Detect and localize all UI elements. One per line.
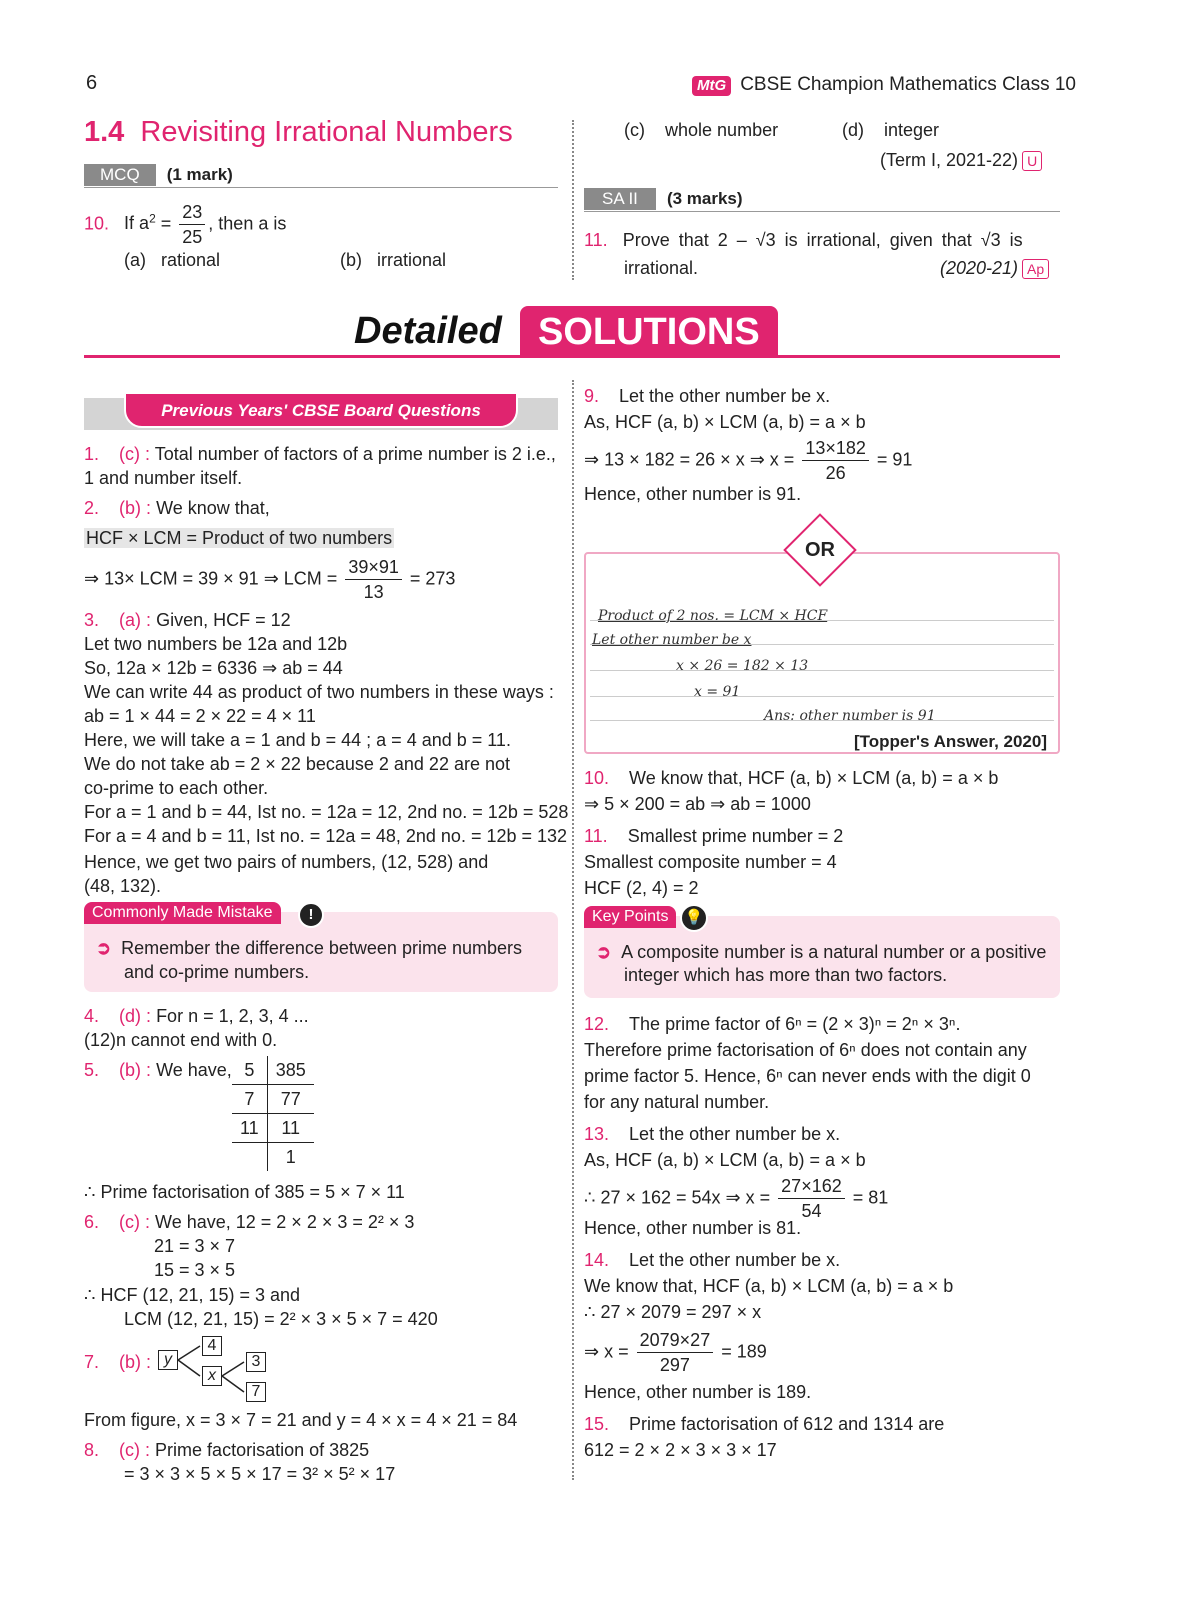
solution-14-result: Hence, other number is 189. [584, 1382, 812, 1402]
solution-9-formula: As, HCF (a, b) × LCM (a, b) = a × b [584, 412, 866, 432]
handwritten-answer [590, 600, 1054, 724]
solution-6-line-5: LCM (12, 21, 15) = 2² × 3 × 5 × 7 = 420 [124, 1309, 438, 1329]
solution-11-line-2: Smallest composite number = 4 [584, 852, 837, 872]
key-points-title: Key Points [584, 906, 676, 928]
application-tag: Ap [1022, 259, 1049, 279]
solution-12: 12. The prime factor of 6ⁿ = (2 × 3)ⁿ = 2ⁿ × 3ⁿ. [584, 1014, 961, 1034]
mistake-line-2: and co-prime numbers. [124, 962, 310, 982]
handwritten-line: x = 91 [694, 684, 741, 700]
solution-10: 10. We know that, HCF (a, b) × LCM (a, b) = a × b [584, 768, 999, 788]
solution-13-formula: As, HCF (a, b) × LCM (a, b) = a × b [584, 1150, 866, 1170]
warning-icon: ! [298, 902, 324, 928]
tree-node-x: x [202, 1366, 222, 1386]
handwritten-line: x × 26 = 182 × 13 [676, 658, 809, 674]
factor-row: 5 385 [232, 1056, 314, 1085]
sa-tag: SA II [584, 188, 656, 210]
solution-14-line-2: We know that, HCF (a, b) × LCM (a, b) = a × b [584, 1276, 954, 1296]
solution-4-cont: (12)n cannot end with 0. [84, 1030, 278, 1050]
mistake-title: Commonly Made Mistake [84, 902, 281, 924]
factor-row: 11 11 [232, 1114, 314, 1143]
q10-option-a: (a) rational [124, 250, 221, 270]
solution-3-line-10: For a = 4 and b = 11, Ist no. = 12a = 48, 2nd no. = 12b = 132 [84, 826, 568, 846]
handwritten-line: Product of 2 nos. = LCM × HCF [598, 608, 828, 624]
mistake-line-1: ➲ Remember the difference between prime numbers [96, 938, 522, 958]
solution-2-formula: HCF × LCM = Product of two numbers [86, 528, 393, 548]
solutions-banner [84, 304, 1060, 358]
detailed-label: Detailed [354, 310, 502, 352]
solution-3-line-4: We can write 44 as product of two numbers in these ways : [84, 682, 554, 702]
solution-11: 11. Smallest prime number = 2 [584, 826, 844, 846]
solution-9-result: Hence, other number is 91. [584, 484, 802, 504]
handwritten-line: Ans: other number is 91 [764, 708, 936, 724]
solution-3: 3. (a) : Given, HCF = 12 [84, 610, 291, 630]
q10-source: (Term I, 2021-22) U [880, 148, 1042, 172]
section-heading [84, 116, 513, 149]
solution-5-result: ∴ Prime factorisation of 385 = 5 × 7 × 11 [84, 1182, 405, 1202]
solution-14-line-3: ∴ 27 × 2079 = 297 × x [584, 1302, 762, 1322]
factor-row: 7 77 [232, 1085, 314, 1114]
header-brand [692, 74, 1076, 96]
solution-7: 7. (b) : [84, 1352, 152, 1372]
solution-12-line-4: for any natural number. [584, 1092, 770, 1112]
solution-3-line-11: Hence, we get two pairs of numbers, (12, 528) and [84, 852, 489, 872]
q10-fraction: $\frac{23}{25}$ [179, 200, 205, 249]
solution-3-line-8: co-prime to each other. [84, 778, 269, 798]
top-column-divider [572, 120, 574, 280]
solution-2: 2. (b) : We know that, [84, 498, 270, 518]
q10-option-d: (d) integer [842, 120, 940, 140]
solution-14: 14. Let the other number be x. [584, 1250, 841, 1270]
solution-9-calc: ⇒ 13 × 182 = 26 × x ⇒ x = $\frac{13\times 182}{26}$ = 91 [584, 438, 913, 483]
q11-line-2: irrational. [624, 258, 699, 278]
solution-13-calc: ∴ 27 × 162 = 54x ⇒ x = $\frac{27\times 162}{54}$ = 81 [584, 1176, 889, 1221]
solution-6-line-2: 21 = 3 × 7 [154, 1236, 236, 1256]
solution-5: 5. (b) : We have, [84, 1060, 232, 1080]
mcq-tag: MCQ [84, 164, 156, 186]
pyq-banner: Previous Years' CBSE Board Questions [124, 392, 518, 428]
bulb-icon: 💡 [680, 904, 708, 932]
mcq-marks: (1 mark) [166, 165, 233, 184]
solution-6-line-3: 15 = 3 × 5 [154, 1260, 236, 1280]
sa-marks: (3 marks) [666, 189, 743, 208]
solution-13-result: Hence, other number is 81. [584, 1218, 802, 1238]
arrow-bullet-icon: ➲ [596, 942, 612, 962]
solution-3-line-9: For a = 1 and b = 44, Ist no. = 12a = 12, 2nd no. = 12b = 528 [84, 802, 569, 822]
q11-source: (2020-21) Ap [940, 256, 1049, 280]
topper-caption: [Topper's Answer, 2020] [854, 732, 1047, 751]
arrow-bullet-icon: ➲ [96, 938, 112, 958]
solution-15: 15. Prime factorisation of 612 and 1314 are [584, 1414, 945, 1434]
solution-9: 9. Let the other number be x. [584, 386, 831, 406]
solution-3-line-5: ab = 1 × 44 = 2 × 22 = 4 × 11 [84, 706, 316, 726]
solution-1: 1. (c) : Total number of factors of a prime number is 2 i.e., [84, 444, 556, 464]
factor-row: 1 [232, 1143, 314, 1172]
solution-8: 8. (c) : Prime factorisation of 3825 [84, 1440, 370, 1460]
solution-4: 4. (d) : For n = 1, 2, 3, 4 ... [84, 1006, 309, 1026]
understanding-tag: U [1022, 151, 1042, 171]
book-title: CBSE Champion Mathematics Class 10 [740, 74, 1076, 95]
solution-3-line-6: Here, we will take a = 1 and b = 44 ; a = 4 and b = 11. [84, 730, 511, 750]
column-divider [572, 380, 574, 1480]
solution-3-line-12: (48, 132). [84, 876, 162, 896]
brand-logo: MtG [692, 76, 731, 96]
solution-11-line-3: HCF (2, 4) = 2 [584, 878, 699, 898]
tree-node-7: 7 [246, 1382, 266, 1402]
solutions-label: SOLUTIONS [520, 306, 778, 358]
solution-3-line-2: Let two numbers be 12a and 12b [84, 634, 348, 654]
solution-3-line-3: So, 12a × 12b = 6336 ⇒ ab = 44 [84, 658, 343, 678]
q10-option-b: (b) irrational [340, 250, 447, 270]
question-10: 10. If $a^2$ = $\frac{23}{25}$ , then a is [84, 202, 287, 247]
solution-1-cont: 1 and number itself. [84, 468, 243, 488]
solution-12-line-2: Therefore prime factorisation of 6ⁿ does not contain any [584, 1040, 1027, 1060]
factor-tree [156, 1334, 276, 1406]
solution-2-calc: ⇒ 13× LCM = 39 × 91 ⇒ LCM = $\frac{39\times 91}{13}$ = 273 [84, 557, 456, 602]
solution-3-line-7: We do not take ab = 2 × 22 because 2 and 22 are not [84, 754, 510, 774]
q10-text-pre: If a [124, 213, 150, 234]
q10-text-post: , then a is [208, 213, 287, 234]
tree-node-3: 3 [246, 1352, 266, 1372]
section-title: Revisiting Irrational Numbers [140, 116, 513, 148]
or-label: OR [805, 539, 835, 561]
factor-table [232, 1056, 314, 1171]
tree-node-4: 4 [202, 1336, 222, 1356]
solution-6-line-4: ∴ HCF (12, 21, 15) = 3 and [84, 1285, 301, 1305]
section-number: 1.4 [84, 116, 125, 148]
tree-node-y: y [158, 1350, 178, 1370]
solution-8-cont: = 3 × 3 × 5 × 5 × 17 = 3² × 5² × 17 [124, 1464, 396, 1484]
q10-option-c: (c) whole number [624, 120, 779, 140]
solution-10-cont: ⇒ 5 × 200 = ab ⇒ ab = 1000 [584, 794, 811, 814]
solution-7-result: From figure, x = 3 × 7 = 21 and y = 4 × x = 4 × 21 = 84 [84, 1410, 518, 1430]
solution-13: 13. Let the other number be x. [584, 1124, 841, 1144]
page-number: 6 [86, 72, 98, 94]
key-points-line-1: ➲ A composite number is a natural number or a positive [596, 942, 1047, 962]
mcq-bar [84, 164, 558, 188]
q10-number: 10. [84, 213, 110, 234]
q11-line-1: 11. Prove that 2 – √3 is irrational, given that √3 is [584, 230, 1023, 250]
solution-6: 6. (c) : We have, 12 = 2 × 2 × 3 = 2² × 3 [84, 1212, 415, 1232]
solution-12-line-3: prime factor 5. Hence, 6ⁿ can never ends with the digit 0 [584, 1066, 1031, 1086]
solution-15-cont: 612 = 2 × 2 × 3 × 3 × 17 [584, 1440, 777, 1460]
solution-14-calc: ⇒ x = $\frac{2079\times 27}{297}$ = 189 [584, 1330, 767, 1375]
sa-bar [584, 188, 1060, 212]
handwritten-line: Let other number be x [592, 632, 752, 648]
key-points-line-2: integer which has more than two factors. [624, 965, 948, 985]
